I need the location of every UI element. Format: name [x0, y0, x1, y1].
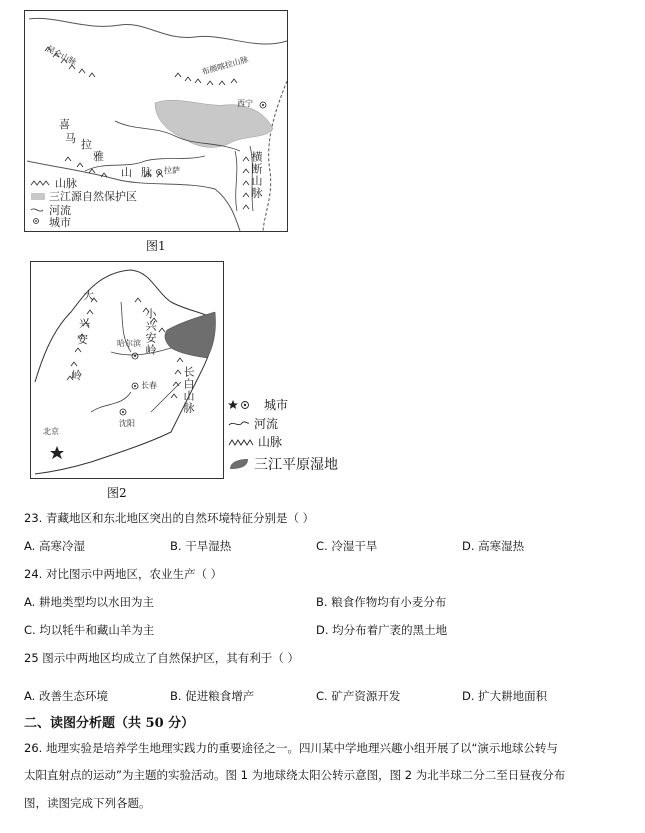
himalaya-char-5: 山: [121, 166, 132, 179]
question-24-option-b[interactable]: B. 粮食作物均有小麦分布: [316, 595, 447, 609]
legend2-river-symbol: [228, 419, 250, 429]
changchun-label: 长春: [141, 381, 157, 390]
legend-mountain-symbol: [31, 181, 49, 185]
question-23-option-a[interactable]: A. 高寒冷湿: [24, 539, 85, 553]
question-25-option-b[interactable]: B. 促进粮食增产: [170, 689, 255, 703]
changchun-city-symbol: [132, 383, 138, 389]
river-3: [235, 151, 237, 211]
himalaya-char-3: 拉: [81, 138, 92, 151]
question-25-option-a[interactable]: A. 改善生态环境: [24, 689, 108, 703]
question-23-option-d[interactable]: D. 高寒湿热: [462, 539, 525, 553]
xiaoxing-label: 小兴安岭: [144, 308, 157, 356]
legend2-wetland-row: [228, 454, 338, 474]
legend2-river-label: 河流: [254, 417, 279, 431]
question-25-option-d[interactable]: D. 扩大耕地面积: [462, 689, 548, 703]
question-23-option-b[interactable]: B. 干旱湿热: [170, 539, 232, 553]
daxing-char-3: 安: [77, 333, 88, 346]
legend-reserve-label: 三江源自然保护区: [49, 190, 137, 203]
shenyang-city-symbol: [120, 409, 126, 415]
question-23-stem: 23. 青藏地区和东北地区突出的自然环境特征分别是（ ）: [24, 511, 315, 525]
lhasa-label: 拉萨: [164, 166, 180, 175]
figure1-caption: 图1: [146, 239, 166, 253]
question-25-option-c[interactable]: C. 矿产资源开发: [316, 689, 401, 703]
question-24-option-d[interactable]: D. 均分布着广袤的黑土地: [316, 623, 448, 637]
legend2-river-row: [228, 415, 278, 432]
legend-mountain-label: 山脉: [55, 177, 77, 190]
legend-river-label: 河流: [49, 204, 71, 217]
xining-label: 西宁: [237, 99, 253, 108]
sanjiangyuan-reserve: [155, 100, 273, 147]
himalaya-char-2: 马: [65, 132, 76, 145]
question-26-line-1: 26. 地理实验是培养学生地理实践力的重要途径之一。四川某中学地理兴趣小组开展了以“演示地球公转与: [24, 741, 558, 755]
harbin-label: 哈尔滨: [117, 339, 141, 348]
himalaya-char-1: 喜: [59, 118, 70, 131]
changbai-label: 长白山脉: [182, 366, 195, 414]
kunlun-label: 昆仑山脉: [45, 44, 78, 68]
figure2-legend: [228, 396, 378, 478]
legend2-city-row: [228, 396, 288, 413]
question-25-stem: 25 图示中两地区均成立了自然保护区，其有利于（ ）: [24, 651, 299, 665]
figure2-caption: 图2: [107, 486, 127, 500]
legend2-city-label: 城市: [264, 398, 289, 412]
legend-city-symbol: [34, 219, 39, 224]
daxing-char-4: 岭: [71, 369, 82, 382]
himalaya-char-4: 雅: [93, 150, 104, 163]
legend2-wetland-symbol: [228, 457, 250, 471]
question-24-stem: 24. 对比图示中两地区，农业生产（ ）: [24, 567, 223, 581]
hengduan-mountain-marks: [243, 157, 249, 209]
question-24-option-a[interactable]: A. 耕地类型均以水田为主: [24, 595, 154, 609]
legend2-mountain-symbol: [228, 437, 254, 447]
legend2-mountain-label: 山脉: [258, 435, 283, 449]
figure2-map: [30, 261, 224, 479]
sanjiang-wetland: [165, 312, 216, 358]
bayan-label: 布颜喀拉山脉: [200, 54, 250, 77]
legend-reserve-symbol: [31, 193, 45, 200]
river-liao: [91, 392, 131, 412]
legend2-city-symbol: [228, 399, 252, 411]
hengduan-label: 横断山脉: [250, 151, 263, 199]
section-title: 二、读图分析题（共 50 分）: [24, 716, 195, 731]
question-23-option-c[interactable]: C. 冷湿干旱: [316, 539, 378, 553]
daxing-char-1: 大: [83, 289, 94, 302]
figure2-map-drawing: [31, 262, 224, 479]
beijing-star-symbol: [50, 446, 64, 459]
eastern-boundary: [263, 81, 287, 231]
daxing-char-2: 兴: [79, 317, 90, 330]
legend2-mountain-row: [228, 433, 282, 450]
beijing-label: 北京: [43, 427, 59, 436]
question-26-line-2: 太阳直射点的运动”为主题的实验活动。图 1 为地球绕太阳公转示意图，图 2 为北半球二分二至日昼夜分布: [24, 768, 566, 782]
shenyang-label: 沈阳: [119, 419, 135, 428]
river-songhua: [111, 348, 171, 355]
legend-river-symbol: [31, 209, 43, 211]
figure1-map: [24, 10, 288, 232]
legend2-wetland-label: 三江平原湿地: [254, 457, 338, 473]
xining-city-symbol: [260, 102, 266, 108]
legend-city-label: 城市: [49, 216, 71, 229]
himalaya-char-6: 脉: [141, 166, 152, 179]
question-26-line-3: 图，读图完成下列各题。: [24, 796, 151, 810]
plateau-boundary: [29, 18, 287, 44]
harbin-city-symbol: [132, 353, 138, 359]
question-24-option-c[interactable]: C. 均以牦牛和藏山羊为主: [24, 623, 155, 637]
